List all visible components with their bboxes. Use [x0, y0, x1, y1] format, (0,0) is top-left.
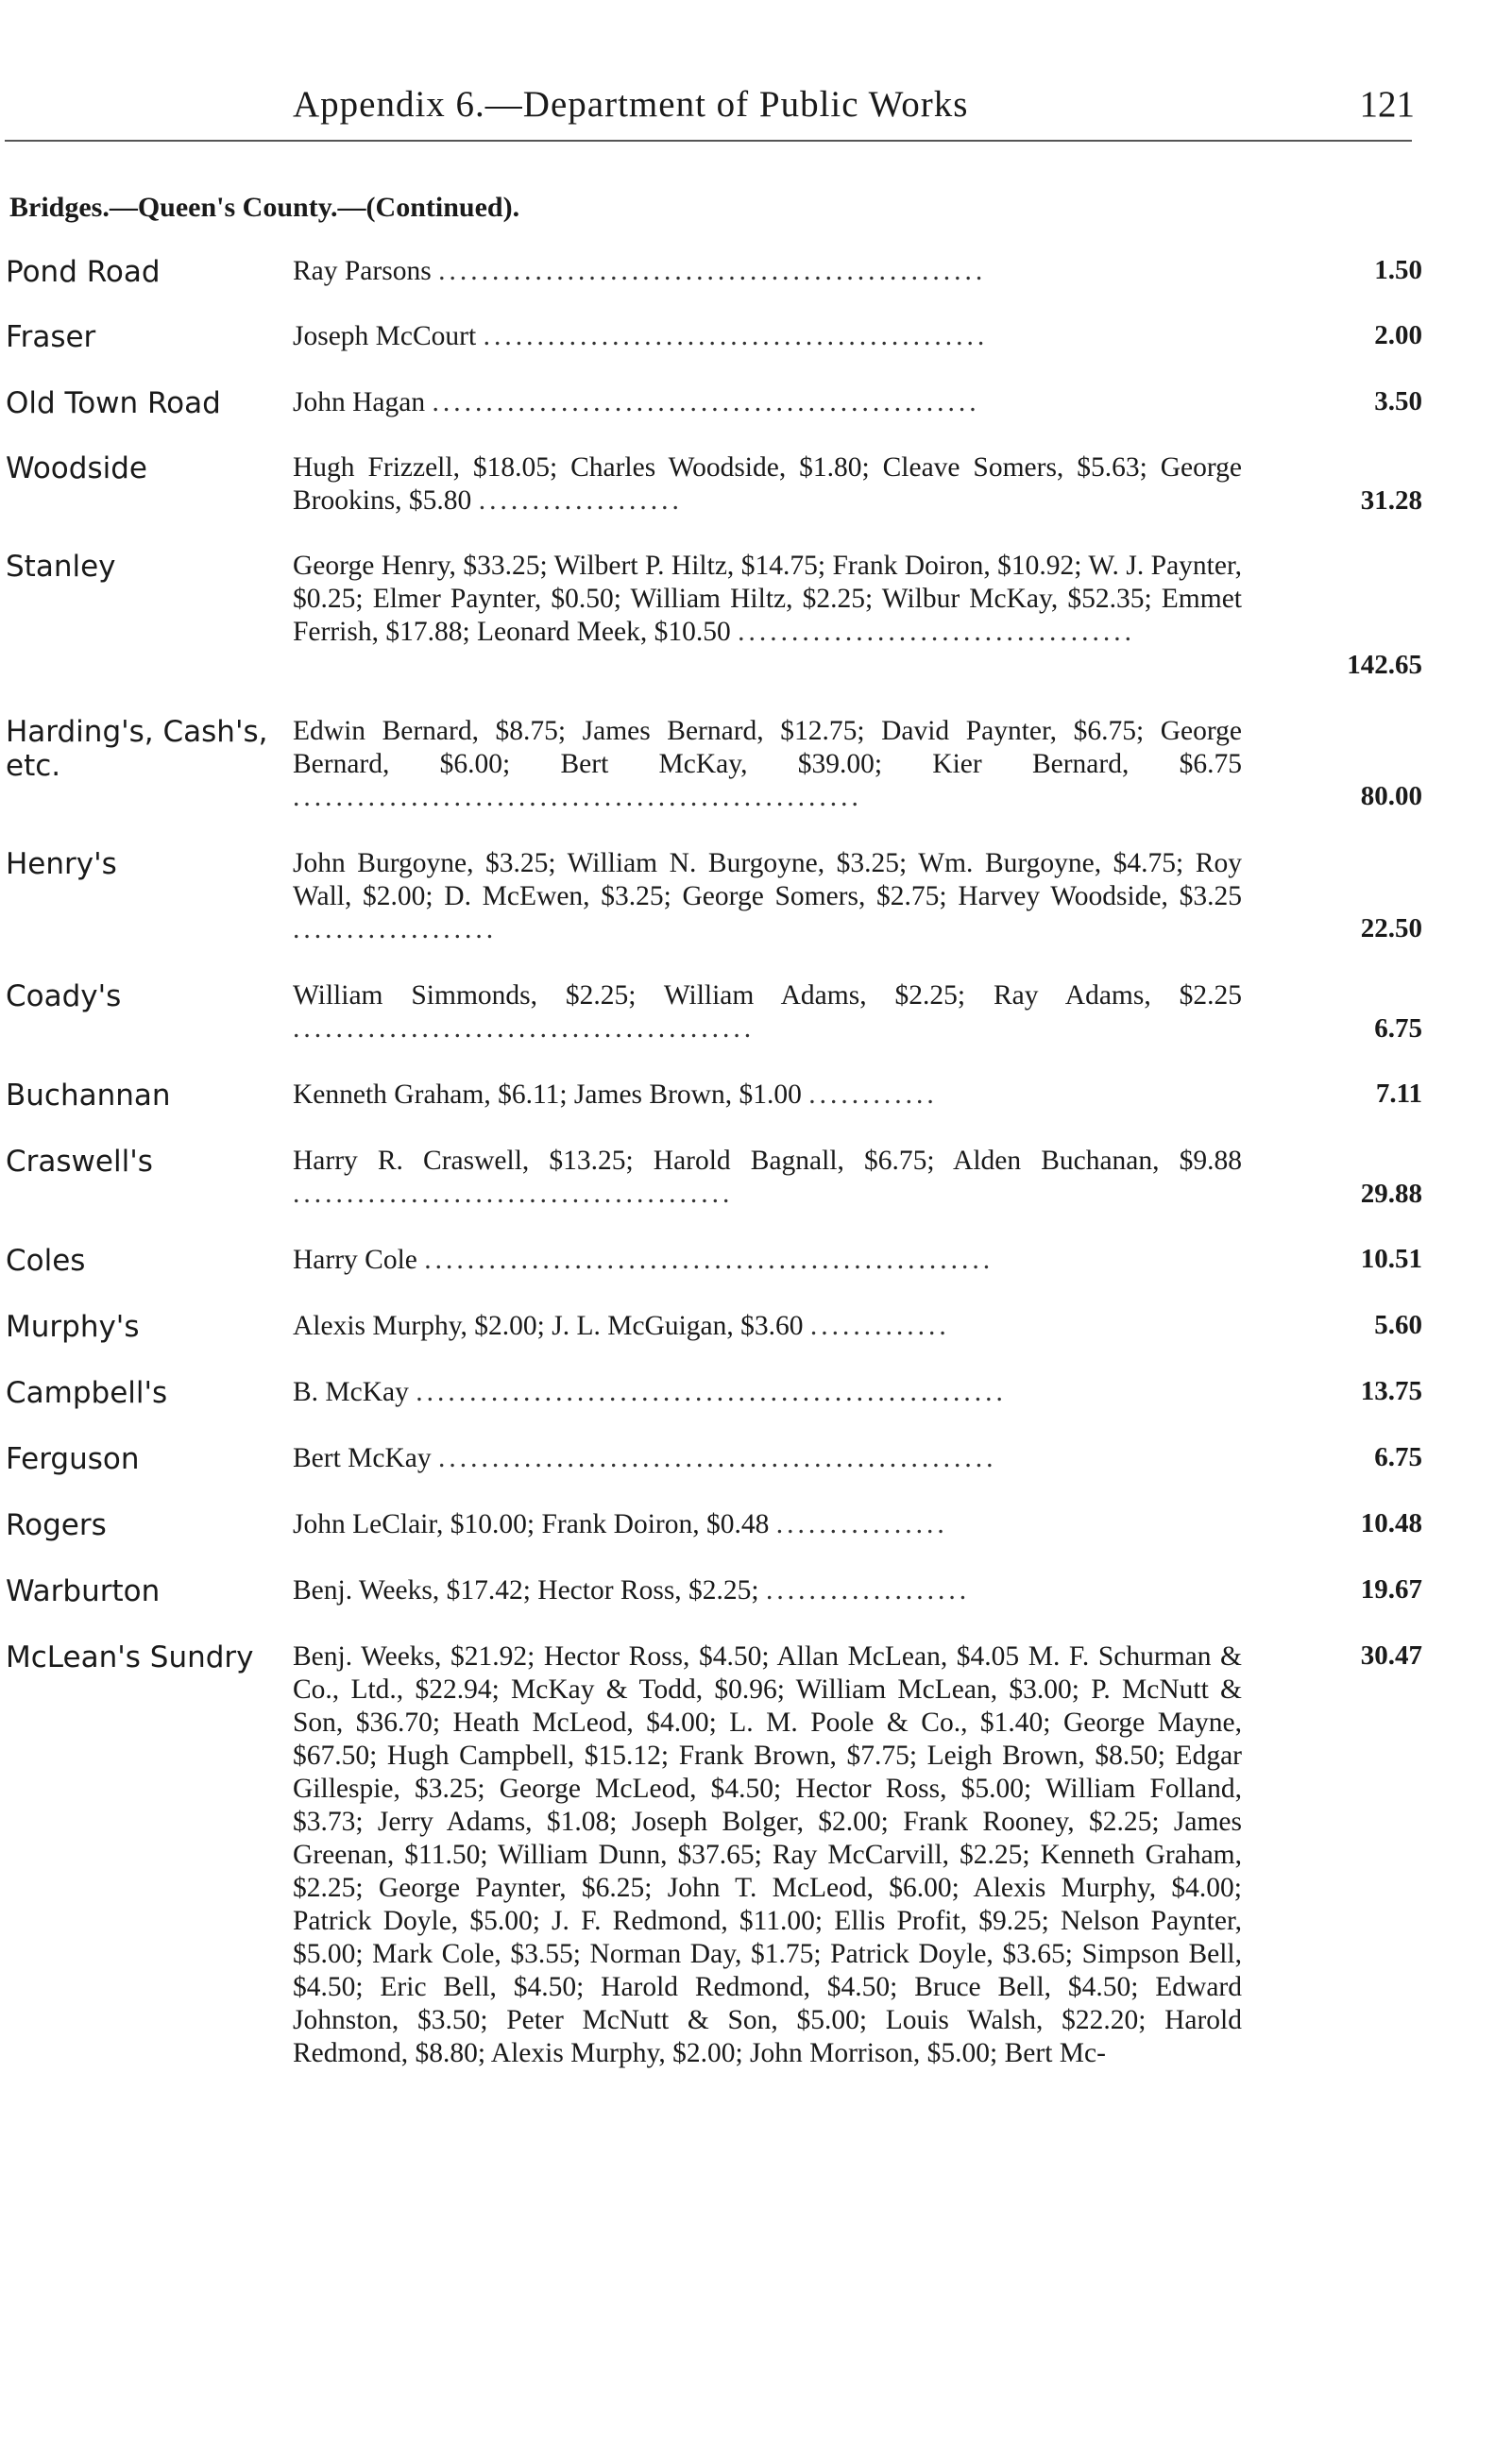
payee-text: Kenneth Graham, $6.11; James Brown, $1.00 [293, 1079, 802, 1110]
bridge-name: Pond Road [6, 255, 161, 289]
payee-text: Benj. Weeks, $17.42; Hector Ross, $2.25; [293, 1575, 759, 1606]
amount: 6.75 [1374, 1442, 1422, 1472]
amount: 22.50 [1360, 913, 1422, 943]
payee-text: B. McKay [293, 1377, 409, 1407]
payee-text: George Henry, $33.25; Wilbert P. Hiltz, $14.75; Frank Doiron, $10.92; W. J. Paynter, $0.25; Elmer Paynter, $0.50; William Hiltz, $2.25; Wilbur McKay, $52.35; Emmet Ferrish, $17.88; Leonard Meek, $10.50 [293, 551, 1242, 647]
leader-dots: ............................................... [483, 321, 989, 351]
bridge-name: Stanley [6, 550, 116, 584]
payee-text: John LeClair, $10.00; Frank Doiron, $0.48 [293, 1509, 770, 1539]
leader-dots: ............ [808, 1079, 938, 1110]
payee-list [293, 1310, 1242, 1343]
amount: 29.88 [1360, 1179, 1422, 1209]
running-title: Appendix 6.—Department of Public Works [293, 84, 969, 125]
payee-list [293, 979, 1242, 1045]
amount: 31.28 [1360, 485, 1422, 516]
section-heading: Bridges.—Queen's County.—(Continued). [9, 192, 520, 223]
leader-dots: ................................................... [432, 387, 980, 417]
amount: 80.00 [1360, 781, 1422, 811]
leader-dots: ............. [809, 1311, 950, 1341]
payee-text: Bert McKay [293, 1443, 432, 1473]
payee-text: Edwin Bernard, $8.75; James Bernard, $12.75; David Paynter, $6.75; George Bernard, $6.00; Bert McKay, $39.00; Kier Bernard, $6.75 [293, 716, 1242, 779]
amount: 19.67 [1360, 1574, 1422, 1605]
amount: 1.50 [1374, 255, 1422, 285]
bridge-name: Old Town Road [6, 386, 221, 420]
leader-dots: .................................................... [438, 1443, 997, 1473]
payee-list [293, 1376, 1242, 1409]
bridge-name: Woodside [6, 451, 147, 485]
leader-dots: ................... [293, 914, 498, 944]
amount: 3.50 [1374, 386, 1422, 416]
amount: 2.00 [1374, 320, 1422, 350]
payee-list [293, 550, 1242, 649]
payee-list [293, 1079, 1242, 1112]
payee-list [293, 1574, 1242, 1607]
payee-text: Joseph McCourt [293, 321, 477, 351]
leader-dots: ....................................................... [416, 1377, 1007, 1407]
leader-dots: ................... [766, 1575, 971, 1606]
page-number: 121 [1359, 84, 1415, 125]
payee-text: Alexis Murphy, $2.00; J. L. McGuigan, $3.60 [293, 1311, 804, 1341]
bridge-name: Coady's [6, 979, 122, 1013]
bridge-name: Coles [6, 1244, 86, 1278]
payee-list [293, 386, 1242, 419]
leader-dots: ................ [775, 1509, 948, 1539]
leader-dots: ..................................................... [293, 782, 862, 812]
payee-text: Ray Parsons [293, 256, 432, 286]
payee-list [293, 451, 1242, 518]
leader-dots: ..................................... [738, 617, 1135, 647]
payee-text: John Hagan [293, 387, 426, 417]
payee-list [293, 1244, 1242, 1277]
bridge-name: Warburton [6, 1574, 161, 1608]
bridge-name: Ferguson [6, 1442, 140, 1476]
payee-text: Harry Cole [293, 1245, 417, 1275]
leader-dots: ........................................... [293, 1013, 756, 1044]
payee-text: Harry R. Craswell, $13.25; Harold Bagnall, $6.75; Alden Buchanan, $9.88 [293, 1146, 1242, 1176]
bridge-name: McLean's Sundry [6, 1640, 254, 1674]
bridge-name: Buchannan [6, 1079, 171, 1113]
bridge-name: Harding's, Cash's, etc. [6, 715, 268, 783]
leader-dots: ................................................... [438, 256, 987, 286]
payee-list [293, 1145, 1242, 1211]
payee-list [293, 715, 1242, 814]
bridge-name: Murphy's [6, 1310, 140, 1344]
payee-list [293, 320, 1242, 353]
payee-list [293, 847, 1242, 946]
bridge-name: Henry's [6, 847, 117, 881]
bridge-name: Campbell's [6, 1376, 168, 1410]
amount: 10.51 [1360, 1244, 1422, 1274]
payee-text: William Simmonds, $2.25; William Adams, $2.25; Ray Adams, $2.25 [293, 980, 1242, 1011]
amount: 6.75 [1374, 1013, 1422, 1044]
amount: 7.11 [1375, 1079, 1422, 1109]
payee-list [293, 255, 1242, 288]
amount: 13.75 [1360, 1376, 1422, 1406]
payee-text: John Burgoyne, $3.25; William N. Burgoyne, $3.25; Wm. Burgoyne, $4.75; Roy Wall, $2.00; D. McEwen, $3.25; George Somers, $2.75; Harvey Woodside, $3.25 [293, 848, 1242, 911]
amount: 30.47 [1360, 1640, 1422, 1671]
bridge-name: Craswell's [6, 1145, 153, 1179]
bridge-name: Fraser [6, 320, 96, 354]
amount: 10.48 [1360, 1508, 1422, 1538]
payee-text: Benj. Weeks, $21.92; Hector Ross, $4.50; Allan McLean, $4.05 M. F. Schurman & Co., Ltd., $22.94; McKay & Todd, $0.96; William McLean, $3.00; P. McNutt & Son, $36.70; Heath McLeod, $4.00; L. M. Poole & Co., $1.40; George Mayne, $67.50; Hugh Campbell, $15.12; Frank Brown, $7.75; Leigh Brown, $8.50; Edgar Gillespie, $3.25; George McLeod, $4.50; Hector Ross, $5.00; William Folland, $3.73; Jerry Adams, $1.08; Joseph Bolger, $2.00; Frank Rooney, $2.25; James Greenan, $11.50; William Dunn, $37.65; Ray McCarvill, $2.25; Kenneth Graham, $2.25; George Paynter, $6.25; John T. McLeod, $6.00; Alexis Murphy, $4.00; Patrick Doyle, $5.00; J. F. Redmond, $11.00; Ellis Profit, $9.25; Nelson Paynter, $5.00; Mark Cole, $3.55; Norman Day, $1.75; Patrick Doyle, $3.65; Simpson Bell, $4.50; Eric Bell, $4.50; Harold Redmond, $4.50; Bruce Bell, $4.50; Edward Johnston, $3.50; Peter McNutt & Son, $5.00; Louis Walsh, $22.20; Harold Redmond, $8.80; Alexis Murphy, $2.00; John Morrison, $5.00; Bert Mc- [293, 1641, 1242, 2068]
leader-dots: ..................................................... [424, 1245, 994, 1275]
payee-list [293, 1640, 1242, 2070]
amount: 5.60 [1374, 1310, 1422, 1340]
amount: 142.65 [1347, 650, 1422, 680]
leader-dots: ......................................... [293, 1179, 734, 1209]
payee-list [293, 1508, 1242, 1541]
bridge-name: Rogers [6, 1508, 107, 1542]
payee-text: Hugh Frizzell, $18.05; Charles Woodside, $1.80; Cleave Somers, $5.63; George Brookins, $5.80 [293, 452, 1242, 516]
leader-dots: ................... [478, 485, 683, 516]
payee-list [293, 1442, 1242, 1475]
